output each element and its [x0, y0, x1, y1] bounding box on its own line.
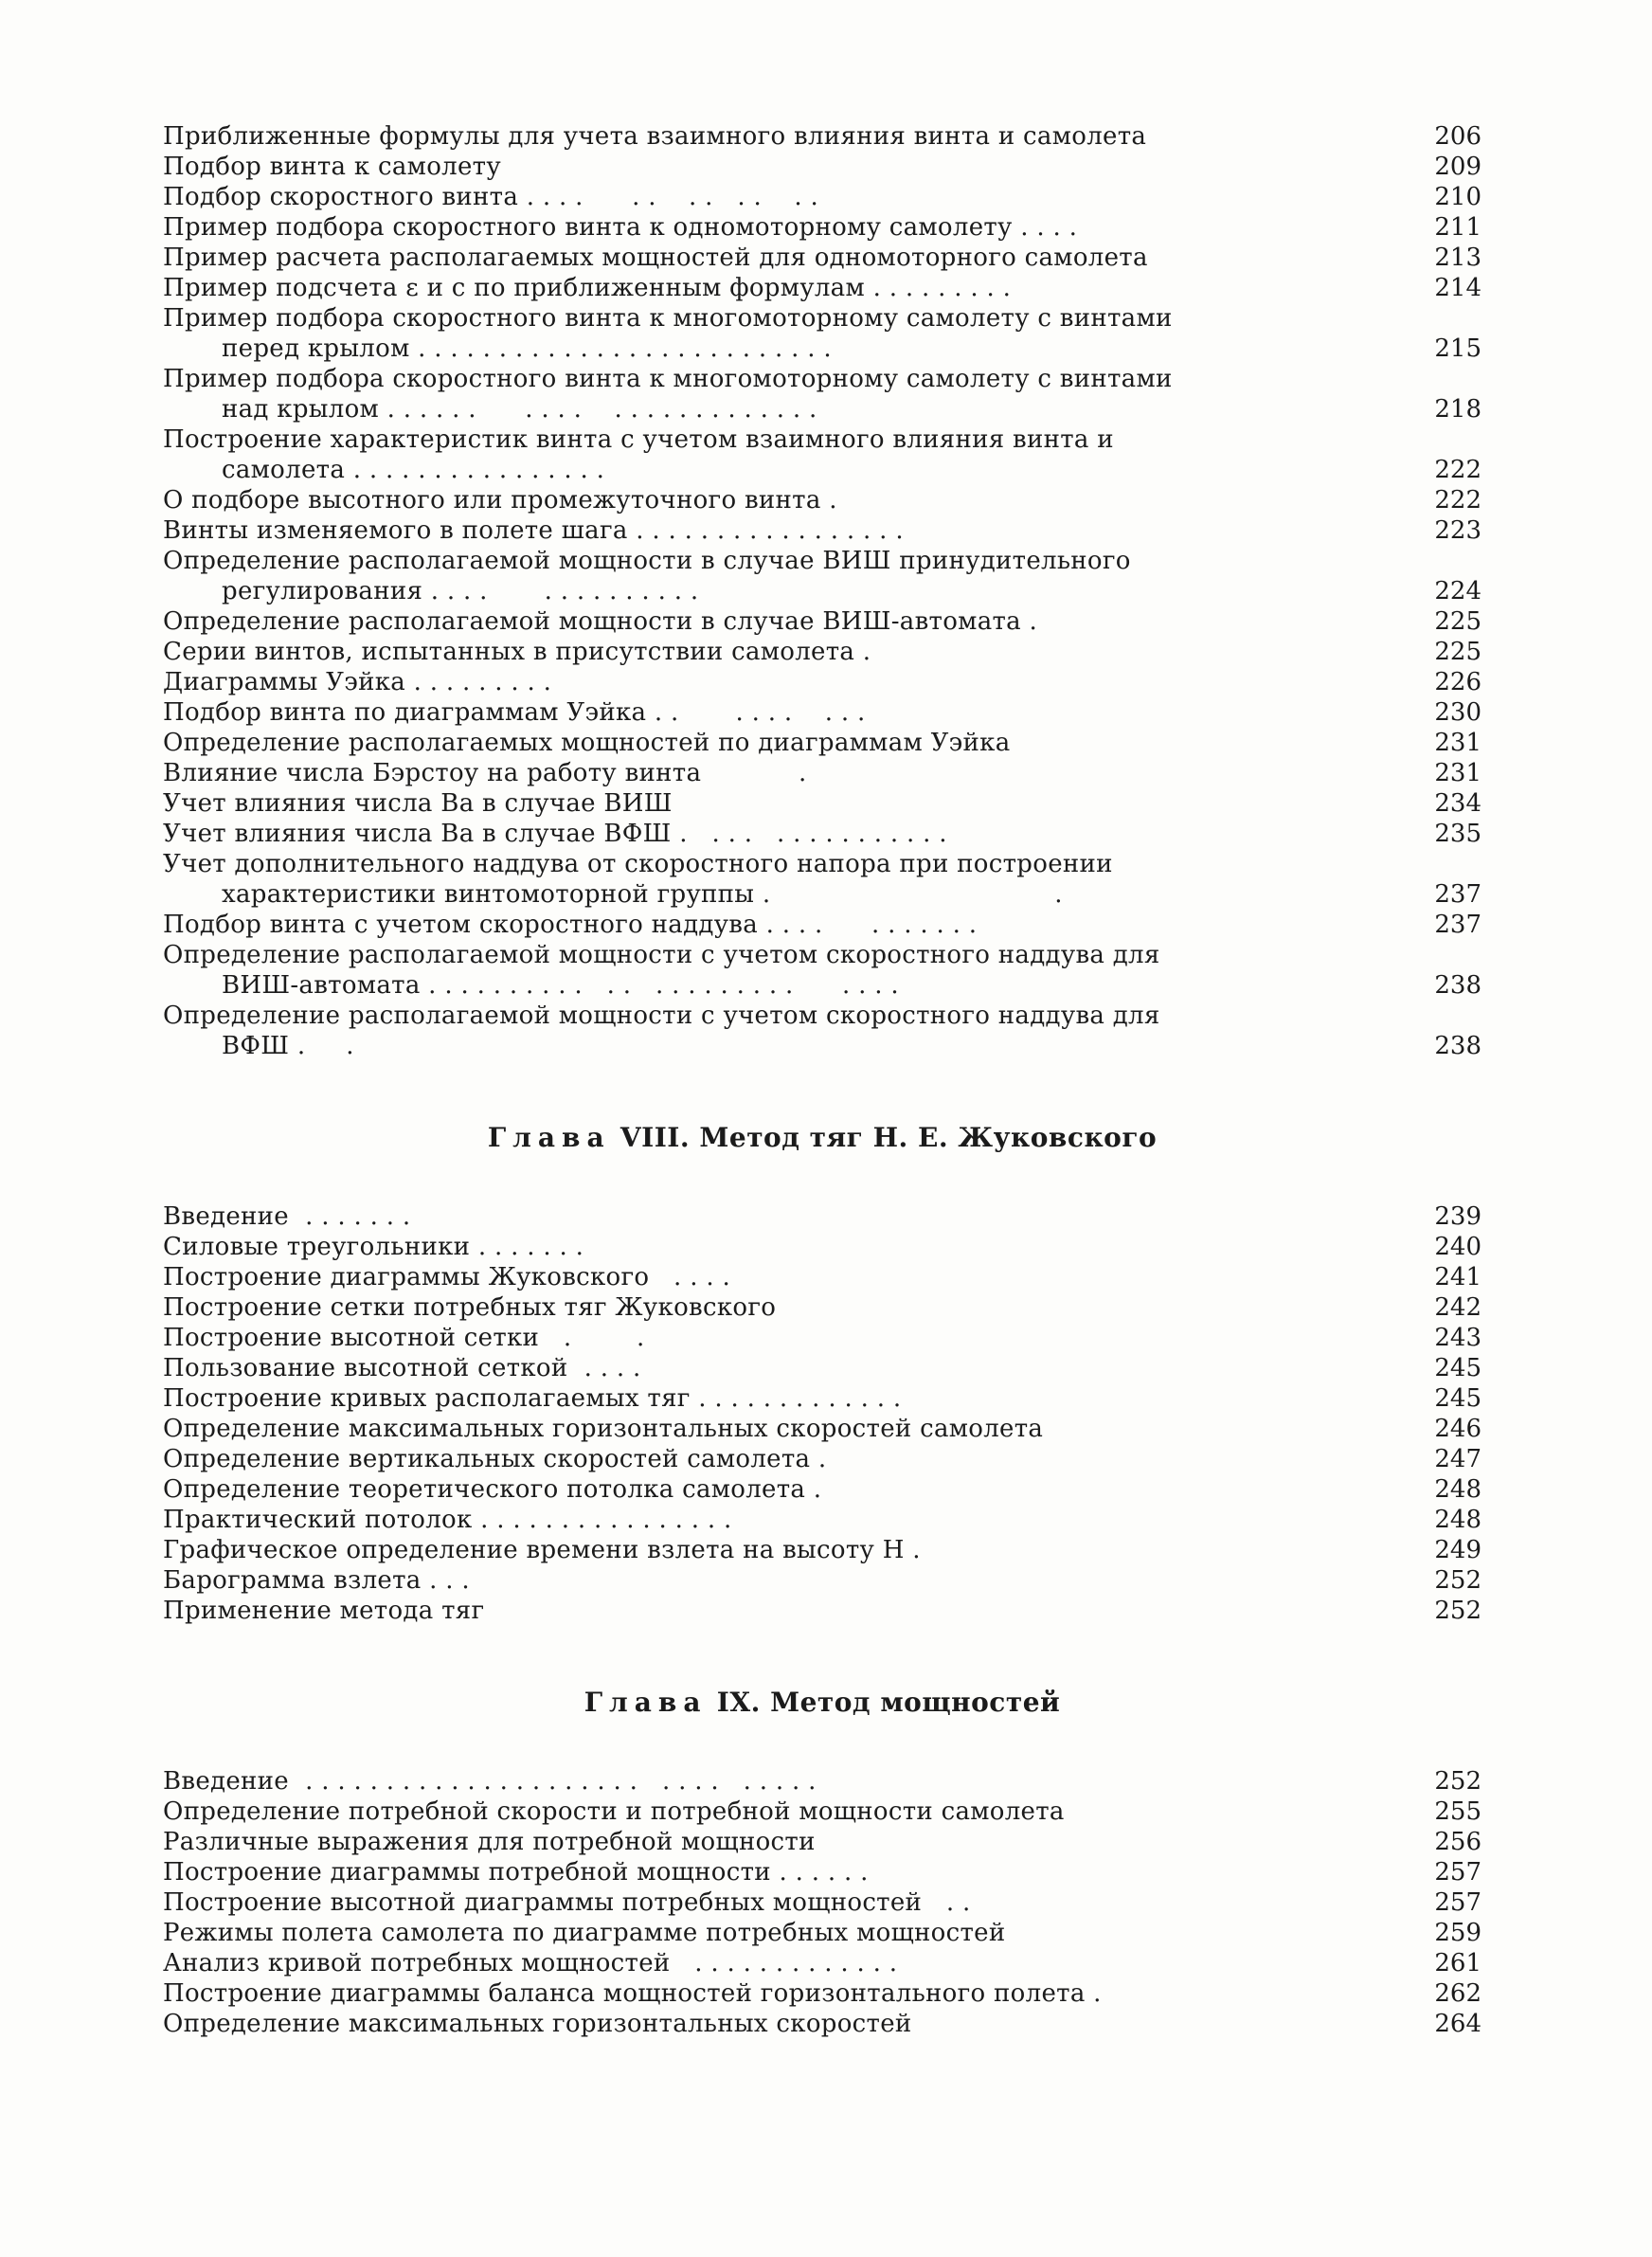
- toc-entry-page-number: 231: [1434, 759, 1481, 787]
- chapter-heading-title: IX. Метод мощностей: [707, 1687, 1061, 1718]
- toc-entry: [163, 1887, 1481, 1918]
- toc-entry: [163, 728, 1481, 758]
- toc-entry-text: над крылом . . . . . . . . . . . . . . . . . . . . . . .: [222, 395, 817, 424]
- toc-entry-text: Учет дополнительного наддува от скоростного напора при построении: [163, 850, 1113, 878]
- toc-entry: [163, 1444, 1481, 1474]
- toc-entry: [163, 576, 1481, 606]
- toc-entry-text: Силовые треугольники . . . . . . .: [163, 1233, 584, 1261]
- toc-entry-page-number: 226: [1434, 668, 1481, 696]
- toc-entry-text: Построение диаграммы Жуковского . . . .: [163, 1263, 731, 1291]
- toc-entry-text: Определение потребной скорости и потребной мощности самолета: [163, 1797, 1065, 1826]
- toc-entry-page-number: 210: [1434, 183, 1481, 211]
- toc-entry: [163, 1323, 1481, 1353]
- toc-entry: [163, 1383, 1481, 1414]
- toc-entry-text: Введение . . . . . . .: [163, 1202, 411, 1231]
- toc-entry: [163, 212, 1481, 243]
- toc-entry-text: Определение располагаемой мощности в случае ВИШ принудительного: [163, 547, 1131, 575]
- toc-entry-page-number: 224: [1434, 577, 1481, 605]
- toc-entry-text: Применение метода тяг: [163, 1597, 485, 1625]
- toc-entry: [163, 485, 1481, 515]
- toc-entry-page-number: 264: [1434, 2010, 1481, 2038]
- toc-entry-text: Определение располагаемых мощностей по диаграммам Уэйка: [163, 729, 1011, 757]
- toc-entry-page-number: 249: [1434, 1536, 1481, 1564]
- toc-entry-text: Построение высотной сетки . .: [163, 1324, 645, 1352]
- toc-entry: [163, 394, 1481, 424]
- toc-entry-page-number: 237: [1434, 911, 1481, 939]
- toc-entry: [163, 1596, 1481, 1626]
- toc-entry-page-number: 218: [1434, 395, 1481, 424]
- toc-entry-text: Подбор винта по диаграммам Уэйка . . . . . . . . .: [163, 698, 866, 727]
- toc-entry-page-number: 243: [1434, 1324, 1481, 1352]
- toc-entry: [163, 364, 1481, 394]
- toc-entry-text: Пример подбора скоростного винта к одномоторному самолету . . . .: [163, 213, 1078, 242]
- toc-entry: [163, 1031, 1481, 1061]
- toc-entry-text: Режимы полета самолета по диаграмме потребных мощностей: [163, 1919, 1006, 1947]
- toc-entry-page-number: 225: [1434, 638, 1481, 666]
- toc-entry: [163, 1918, 1481, 1948]
- toc-entry-page-number: 252: [1434, 1597, 1481, 1625]
- toc-entry-text: Построение сетки потребных тяг Жуковского: [163, 1293, 777, 1322]
- toc-entry: [163, 1505, 1481, 1535]
- toc-entry-page-number: 222: [1434, 486, 1481, 515]
- toc-entry-page-number: 223: [1434, 516, 1481, 545]
- toc-entry: [163, 424, 1481, 455]
- toc-entry-text: самолета . . . . . . . . . . . . . . . .: [222, 456, 605, 484]
- toc-entry-page-number: 252: [1434, 1767, 1481, 1796]
- toc-entry: [163, 1292, 1481, 1323]
- toc-entry: [163, 2009, 1481, 2039]
- toc-entry: [163, 940, 1481, 970]
- toc-entry: [163, 1857, 1481, 1887]
- toc-entry: [163, 303, 1481, 334]
- toc-entry: [163, 758, 1481, 788]
- toc-entry-page-number: 209: [1434, 153, 1481, 181]
- toc-entry-text: Влияние числа Бэрстоу на работу винта .: [163, 759, 807, 787]
- chapter-heading-label: Глава: [487, 1122, 611, 1153]
- toc-entry-text: ВИШ-автомата . . . . . . . . . . . . . . . . . . . . . . . . .: [222, 971, 899, 1000]
- toc-entry-page-number: 225: [1434, 607, 1481, 636]
- toc-entry-page-number: 261: [1434, 1949, 1481, 1977]
- toc-entry-text: характеристики винтомоторной группы . .: [222, 880, 1063, 909]
- toc-entry-text: Введение . . . . . . . . . . . . . . . . . . . . . . . . . . . . . .: [163, 1767, 817, 1796]
- toc-entry-text: Графическое определение времени взлета на высоту H .: [163, 1536, 921, 1564]
- toc-entry-text: Пример расчета располагаемых мощностей для одномоторного самолета: [163, 244, 1148, 272]
- toc-entry: [163, 849, 1481, 879]
- toc-entry-page-number: 252: [1434, 1566, 1481, 1595]
- toc-entry-page-number: 241: [1434, 1263, 1481, 1291]
- toc-entry: [163, 182, 1481, 212]
- toc-entry-text: Построение характеристик винта с учетом взаимного влияния винта и: [163, 425, 1114, 454]
- toc-entry: [163, 515, 1481, 546]
- toc-entry: [163, 788, 1481, 819]
- toc-entry-text: Построение диаграммы потребной мощности . . . . . .: [163, 1858, 869, 1887]
- toc-entry: [163, 1353, 1481, 1383]
- toc-entry-text: Различные выражения для потребной мощности: [163, 1828, 816, 1856]
- toc-entry-text: Учет влияния числа Ba в случае ВИШ: [163, 789, 673, 818]
- toc-entry-page-number: 240: [1434, 1233, 1481, 1261]
- toc-entry: [163, 546, 1481, 576]
- toc-entry-page-number: 213: [1434, 244, 1481, 272]
- toc-entry: [163, 1766, 1481, 1797]
- toc-entry-page-number: 230: [1434, 698, 1481, 727]
- toc-entry: [163, 1201, 1481, 1232]
- toc-entry-text: Диаграммы Уэйка . . . . . . . . .: [163, 668, 552, 696]
- toc-entry-text: Определение располагаемой мощности в случае ВИШ-автомата .: [163, 607, 1038, 636]
- toc-entry-text: ВФШ . .: [222, 1032, 354, 1060]
- toc-entry: [163, 1565, 1481, 1596]
- toc-entry-text: Определение располагаемой мощности с учетом скоростного наддува для: [163, 1002, 1160, 1030]
- toc-entry: [163, 1535, 1481, 1565]
- toc-entry-page-number: 248: [1434, 1475, 1481, 1504]
- toc-entry-page-number: 247: [1434, 1445, 1481, 1473]
- toc-entry: [163, 273, 1481, 303]
- toc-entry: [163, 637, 1481, 667]
- toc-entry: [163, 121, 1481, 152]
- toc-entry-page-number: 262: [1434, 1979, 1481, 2008]
- toc-entry-text: Пример подбора скоростного винта к многомоторному самолету с винтами: [163, 304, 1173, 333]
- toc-entry-text: Серии винтов, испытанных в присутствии самолета .: [163, 638, 871, 666]
- toc-entry-text: Подбор винта с учетом скоростного наддува . . . . . . . . . . .: [163, 911, 978, 939]
- toc-entry-text: Барограмма взлета . . .: [163, 1566, 470, 1595]
- toc-entry-page-number: 246: [1434, 1415, 1481, 1443]
- toc-entry: [163, 1001, 1481, 1031]
- toc-entry: [163, 455, 1481, 485]
- toc-entry-page-number: 259: [1434, 1919, 1481, 1947]
- toc-entry-page-number: 215: [1434, 334, 1481, 363]
- chapter-heading-title: VIII. Метод тяг Н. Е. Жуковского: [610, 1122, 1158, 1153]
- toc-entry: [163, 910, 1481, 940]
- toc-entry: [163, 334, 1481, 364]
- toc-entry: [163, 1232, 1481, 1262]
- toc-entry: [163, 879, 1481, 910]
- toc-entry-text: Приближенные формулы для учета взаимного влияния винта и самолета: [163, 122, 1147, 151]
- toc-entry: [163, 1414, 1481, 1444]
- toc-entry-text: регулирования . . . . . . . . . . . . . .: [222, 577, 699, 605]
- toc-entry-text: Пример подбора скоростного винта к многомоторному самолету с винтами: [163, 365, 1173, 393]
- toc-entry: [163, 667, 1481, 697]
- toc-entry: [163, 970, 1481, 1001]
- toc-entry-page-number: 222: [1434, 456, 1481, 484]
- toc-entry-page-number: 257: [1434, 1888, 1481, 1917]
- toc-entry-text: Пример подсчета ε и c по приближенным формулам . . . . . . . . .: [163, 274, 1012, 302]
- toc-entry-page-number: 248: [1434, 1506, 1481, 1534]
- toc-entry: [163, 1797, 1481, 1827]
- toc-entry-text: Определение теоретического потолка самолета .: [163, 1475, 822, 1504]
- toc-entry-text: Определение вертикальных скоростей самолета .: [163, 1445, 827, 1473]
- toc-entry-text: Винты изменяемого в полете шага . . . . . . . . . . . . . . . . .: [163, 516, 904, 545]
- toc-entry-page-number: 245: [1434, 1354, 1481, 1382]
- chapter-heading: [163, 1122, 1481, 1154]
- toc-entry: [163, 1262, 1481, 1292]
- chapter-heading-label: Глава: [584, 1687, 708, 1718]
- toc-entry-text: Определение максимальных горизонтальных скоростей: [163, 2010, 912, 2038]
- toc-entry-page-number: 256: [1434, 1828, 1481, 1856]
- toc-entry: [163, 1948, 1481, 1978]
- toc-entry-page-number: 245: [1434, 1384, 1481, 1413]
- toc-entry-page-number: 257: [1434, 1858, 1481, 1887]
- toc-entry-page-number: 211: [1434, 213, 1481, 242]
- toc-entry-page-number: 235: [1434, 820, 1481, 848]
- toc-entry: [163, 243, 1481, 273]
- toc-entry-page-number: 234: [1434, 789, 1481, 818]
- table-of-contents: [163, 121, 1481, 2039]
- toc-entry: [163, 606, 1481, 637]
- toc-entry-text: Учет влияния числа Ba в случае ВФШ . . . . . . . . . . . . . . .: [163, 820, 947, 848]
- toc-entry: [163, 697, 1481, 728]
- toc-entry: [163, 152, 1481, 182]
- toc-entry-text: Подбор винта к самолету: [163, 153, 501, 181]
- toc-entry-text: Анализ кривой потребных мощностей . . . . . . . . . . . . .: [163, 1949, 898, 1977]
- toc-entry-text: О подборе высотного или промежуточного винта .: [163, 486, 837, 515]
- toc-entry: [163, 1474, 1481, 1505]
- toc-entry: [163, 1827, 1481, 1857]
- toc-entry-page-number: 255: [1434, 1797, 1481, 1826]
- toc-entry: [163, 819, 1481, 849]
- toc-entry-text: перед крылом . . . . . . . . . . . . . . . . . . . . . . . . . .: [222, 334, 832, 363]
- toc-entry-text: Построение высотной диаграммы потребных мощностей . .: [163, 1888, 971, 1917]
- toc-entry-page-number: 237: [1434, 880, 1481, 909]
- toc-entry-text: Построение диаграммы баланса мощностей горизонтального полета .: [163, 1979, 1102, 2008]
- toc-entry-page-number: 238: [1434, 971, 1481, 1000]
- toc-entry-text: Пользование высотной сеткой . . . .: [163, 1354, 641, 1382]
- toc-entry-page-number: 242: [1434, 1293, 1481, 1322]
- toc-entry-page-number: 214: [1434, 274, 1481, 302]
- toc-entry-text: Определение максимальных горизонтальных скоростей самолета: [163, 1415, 1044, 1443]
- toc-entry: [163, 1978, 1481, 2009]
- toc-entry-text: Построение кривых располагаемых тяг . . . . . . . . . . . . .: [163, 1384, 902, 1413]
- toc-entry-text: Подбор скоростного винта . . . . . . . . . . . .: [163, 183, 819, 211]
- toc-entry-page-number: 238: [1434, 1032, 1481, 1060]
- chapter-heading: [163, 1687, 1481, 1719]
- toc-entry-page-number: 239: [1434, 1202, 1481, 1231]
- toc-entry-page-number: 231: [1434, 729, 1481, 757]
- toc-entry-page-number: 206: [1434, 122, 1481, 151]
- toc-entry-text: Определение располагаемой мощности с учетом скоростного наддува для: [163, 941, 1160, 969]
- toc-entry-text: Практический потолок . . . . . . . . . . . . . . . .: [163, 1506, 732, 1534]
